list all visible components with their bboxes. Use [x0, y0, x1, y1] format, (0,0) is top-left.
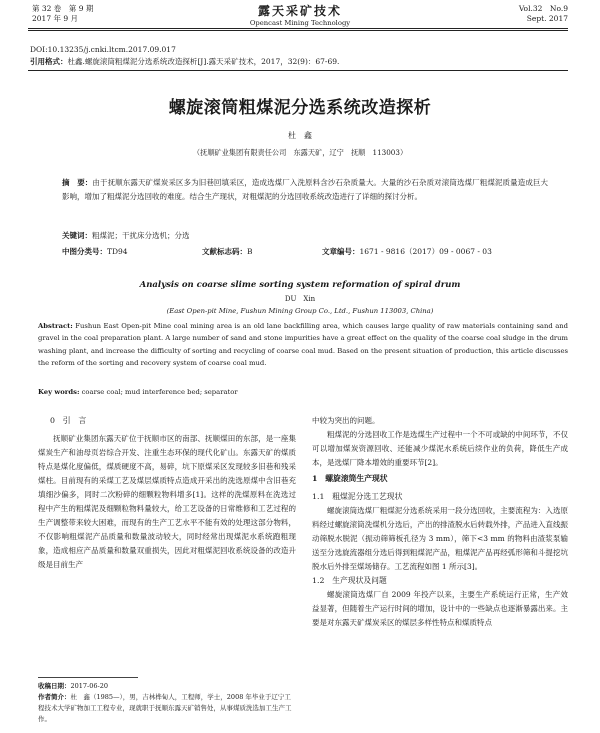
date-cn: 2017 年 9 月: [32, 14, 79, 23]
section-1-heading: 1 螺旋滚筒生产现状: [312, 474, 388, 483]
header-rule: [28, 28, 568, 29]
journal-masthead: [0, 2, 600, 27]
date-en: Sept. 2017: [526, 14, 568, 23]
paragraph-coarse-slime: 粗煤泥的分选回收工作是选煤生产过程中一个不可或缺的中间环节，不仅可以增加煤炭资源回收、还能减少煤泥水系统后续作业的负荷，降低生产成本，是选煤厂降本增效的重要环节[2]。: [312, 430, 568, 467]
keywords-en: [38, 386, 568, 398]
keywords-cn-text: 粗煤泥；干扰床分选机；分选: [92, 231, 190, 240]
right-column-body: [312, 414, 568, 630]
header-right: [519, 4, 568, 24]
section-0-heading: 0 引 言: [50, 416, 87, 425]
affiliation-en: (East Open-pit Mine, Fushun Mining Group Co., Ltd., Fushun 113003, China): [166, 307, 434, 315]
journal-title-cn: 露天采矿技术: [257, 4, 342, 18]
footnote-rule: [38, 677, 138, 678]
volume-issue-cn: 第 32 卷 第 9 期: [32, 4, 94, 13]
keywords-cn-label: 关键词：: [62, 231, 92, 240]
doi: DOI:10.13235/j.cnki.ltcm.2017.09.017: [30, 45, 176, 54]
paper-title-cn: 螺旋滚筒粗煤泥分选系统改造探析: [168, 98, 432, 118]
affiliation-cn: （抚顺矿业集团有限责任公司 东露天矿，辽宁 抚顺 113003）: [192, 148, 408, 157]
received-date: 收稿日期：2017-06-20: [38, 682, 108, 690]
paragraph-process: 螺旋滚筒选煤厂粗煤泥分选系统采用一段分选回收，主要流程为：入选原料经过螺旋滚筒洗煤机分选后，产出的排渣脱水后转载外排，产品进入直线振动筛脱水脱泥（振动筛筛板孔径为 3 mm），筛下<3 mm 的物料由渣浆泵输送至分选旋流器组分选后得到粗煤泥产品，粗煤泥产品再经弧形筛和斗提挖坑脱水后外排至煤场储存。工艺流程如图 1 所示[3]。: [312, 506, 568, 571]
section-1-2-heading: 1.2 生产现状及问题: [312, 576, 387, 585]
intro-paragraph: 抚顺矿业集团东露天矿位于抚顺市区的南部、抚顺煤田的东部，是一座集煤炭生产和油母页岩综合开发、注重生态环保的现代化矿山。东露天矿的煤质特点是煤化度偏低，煤质硬度不高，易碎，坑下原煤采区发现较多旧巷和残采煤柱。目前现有的采煤工艺及煤层煤质特点造成开采出的洗选原煤中含旧巷充填细沙偏多，同时二次粉碎的细颗粒物料增多[1]。这样的洗煤原料在洗选过程中产生的粗煤泥及细颗粒物料量较大，给工艺设备的日常维修和工艺过程的生产调整带来较大困难，而现有的生产工艺水平不能有效的处理这部分物料，不仅影响粗煤泥产品质量和数量波动较大，同时经常出现煤泥水系统跑粗现象，造成相应产品质量和数量双重损失，因此对粗煤泥回收系统设备的改造升级是目前生产: [38, 434, 296, 569]
article-number: 文章编号：1671 - 9816（2017）09 - 0067 - 03: [322, 247, 492, 256]
volume-issue-en: Vol.32 No.9: [518, 4, 568, 13]
author-bio: 作者简介：杜 鑫（1985—），男，吉林桦甸人，工程师，学士，2008 年毕业于辽宁工程技术大学矿物加工工程专业，现就职于抚顺东露天矿销售处，从事煤质洗选加工生产工作。: [38, 693, 292, 723]
continuation-text: 中较为突出的问题。: [312, 416, 380, 425]
abstract-en: [38, 320, 568, 369]
journal-title-en: Opencast Mining Technology: [249, 19, 351, 27]
citation-label: 引用格式：: [30, 57, 68, 66]
abstract-cn-text: 由于抚顺东露天矿煤炭采区多为旧巷回填采区，造成选煤厂入洗原料含沙石杂质量大。大量的沙石杂质对滚筒选煤厂粗煤泥质量造成巨大影响，增加了粗煤泥分选回收的难度。结合生产现状，对粗煤泥的分选回收系统改造进行了详细的探讨分析。: [62, 178, 549, 201]
author-cn: 杜 鑫: [288, 131, 312, 140]
citation-rule: [28, 70, 568, 71]
paragraph-status: 螺旋滚筒选煤厂自 2009 年投产以来，主要生产系统运行正常，生产效益显著，但随着生产运行时间的增加，设计中的一些缺点也逐渐暴露出来。主要是对东露天矿煤炭采区的煤层多样性特点和煤质特点: [312, 590, 568, 627]
abstract-en-text: Fushun East Open-pit Mine coal mining area is an old lane backfilling area, which causes large quality of raw materials containing sand and gravel in the coal preparation plant. A large number of sand and stone impurities have a great effect on the quality of the coarse coal sludge in the drum washing plant, and increase the difficulty of sorting and recycling of coarse coal mud. Based on the present situation of production, this article discusses the reform of the sorting and recovery system of coarse coal mud.: [38, 322, 568, 367]
footnote: [38, 681, 296, 725]
header-rule-thin: [28, 30, 568, 31]
abstract-en-label: Abstract:: [38, 322, 73, 330]
abstract-cn: [62, 176, 548, 203]
citation: [30, 56, 570, 67]
document-code: 文献标志码：B: [202, 247, 253, 256]
keywords-en-text: coarse coal; mud interference bed; separator: [79, 388, 238, 396]
author-en: DU Xin: [284, 295, 316, 303]
abstract-cn-label: 摘 要：: [62, 178, 93, 187]
citation-text: 杜鑫.螺旋滚筒粗煤泥分选系统改造探析[J].露天采矿技术，2017，32(9)：67-69.: [67, 57, 340, 66]
left-column-body: [38, 432, 296, 572]
clc-number: 中图分类号：TD94: [62, 247, 128, 256]
section-1-1-heading: 1.1 粗煤泥分选工艺现状: [312, 492, 403, 501]
paper-title-en: Analysis on coarse slime sorting system reformation of spiral drum: [139, 280, 461, 290]
keywords-en-label: Key words:: [38, 388, 80, 396]
keywords-cn: [62, 230, 548, 242]
